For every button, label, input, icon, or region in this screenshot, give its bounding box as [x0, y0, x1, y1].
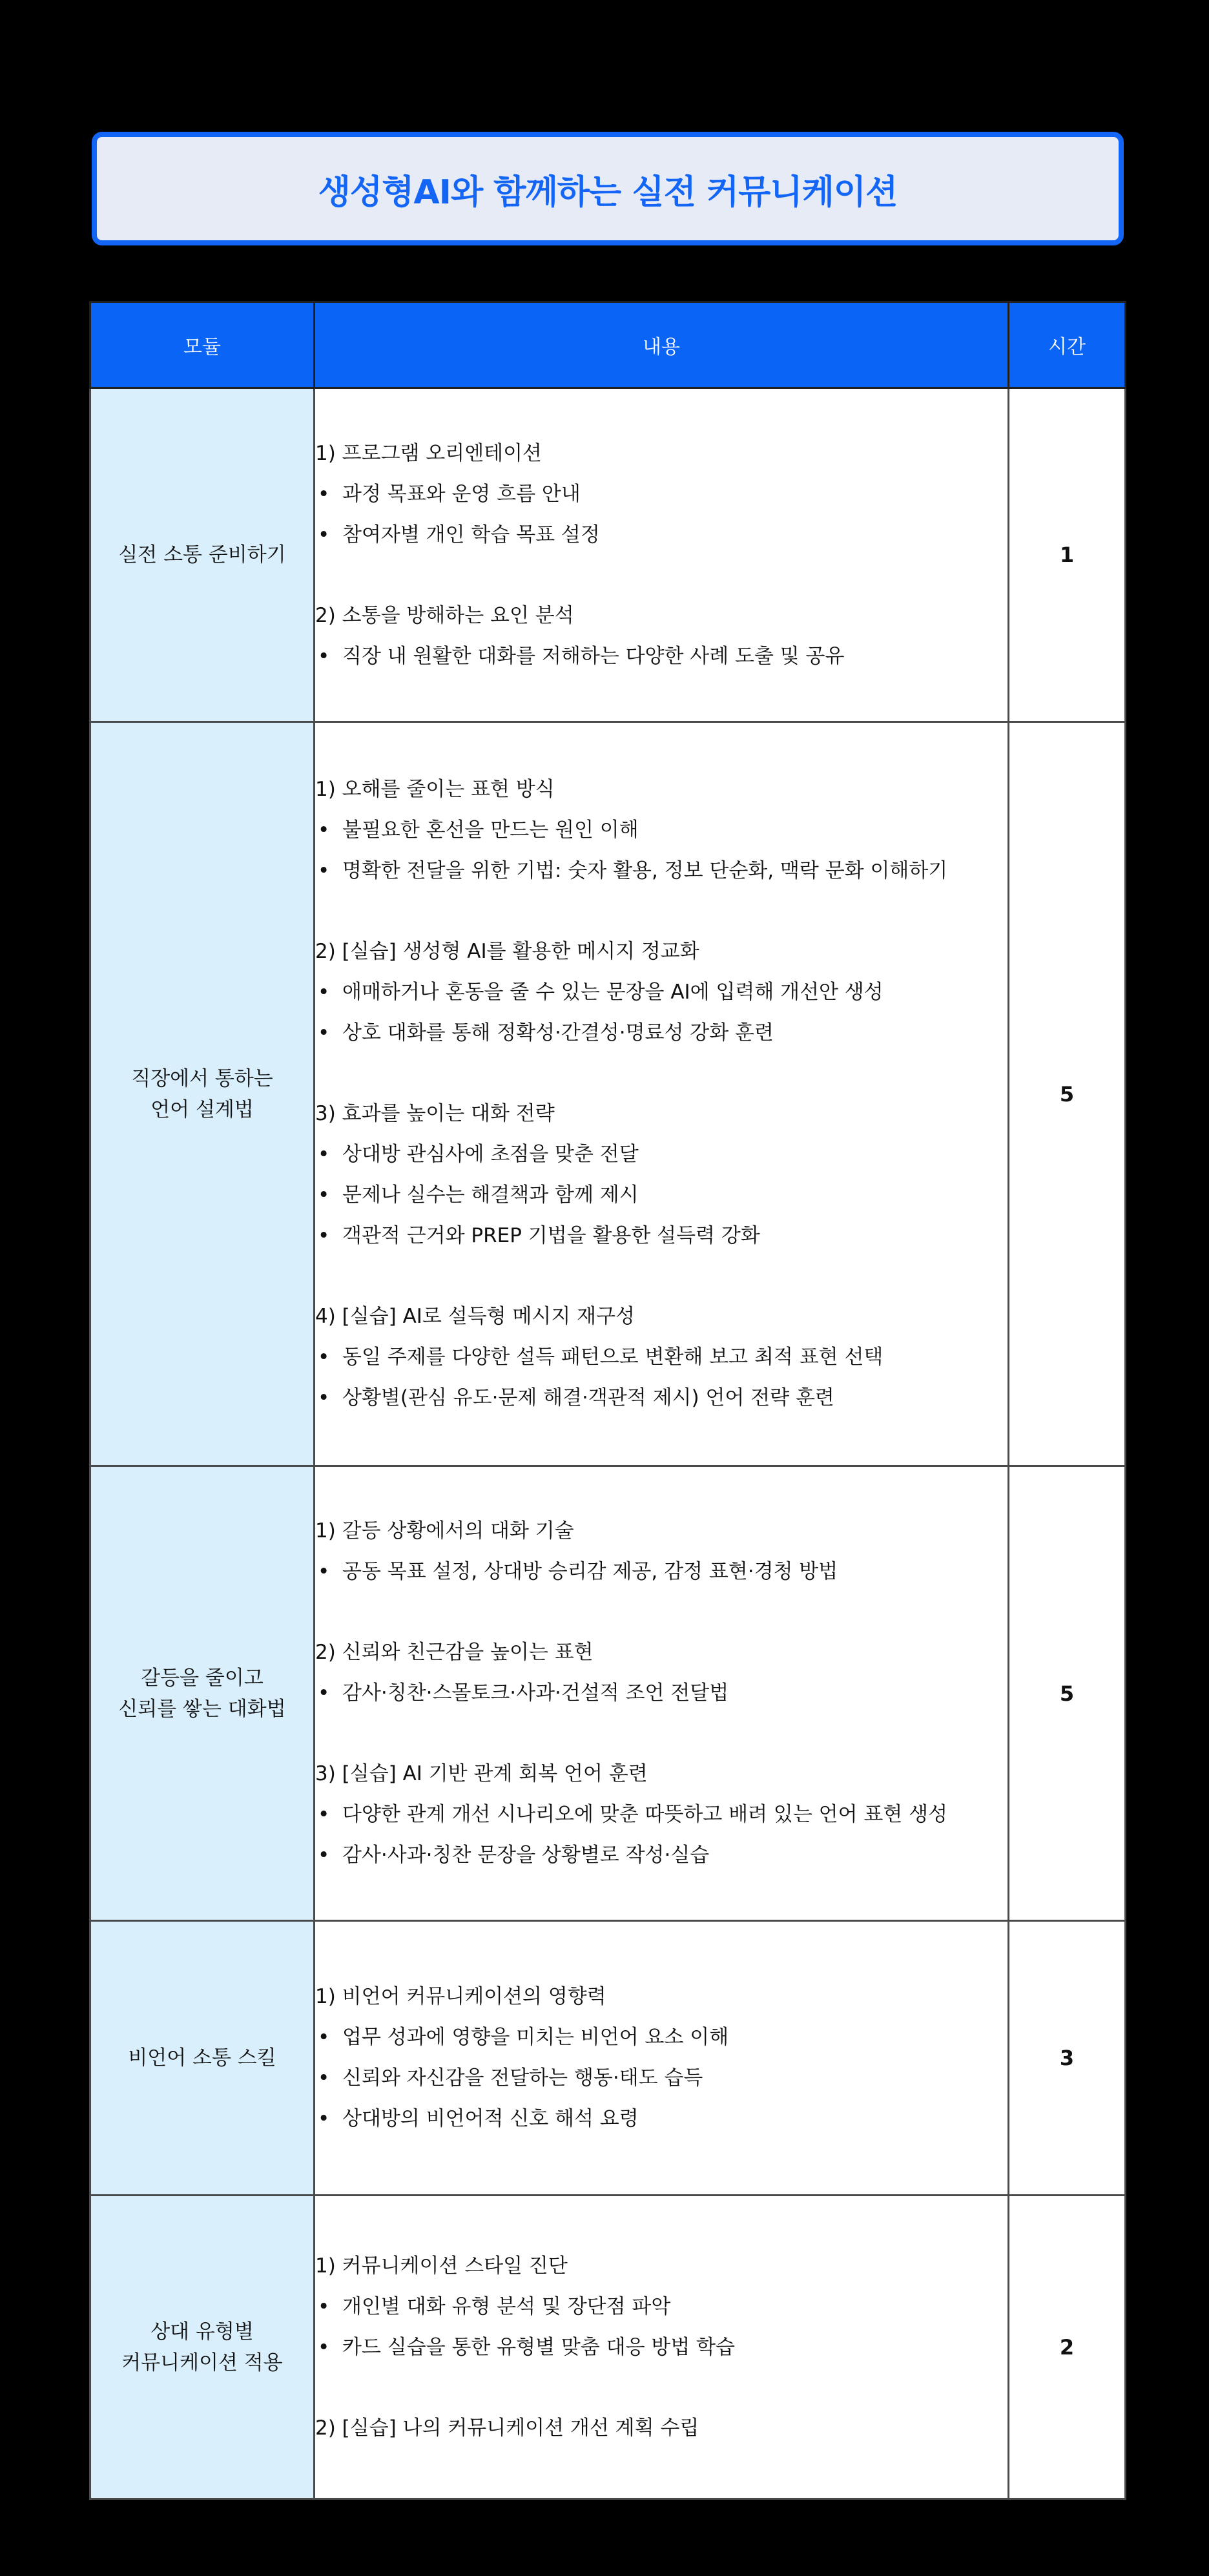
table-row — [90, 722, 1126, 1466]
bullet-item — [315, 1337, 1008, 1378]
bullet-icon: • — [318, 1345, 330, 1369]
module-content — [315, 388, 1009, 722]
bullet-icon: • — [318, 523, 330, 546]
bullet-icon: • — [318, 2335, 330, 2359]
bullet-text: 신뢰와 자신감을 전달하는 행동·태도 습득 — [342, 2066, 703, 2090]
module-content — [315, 1921, 1009, 2196]
bullet-icon: • — [318, 1021, 330, 1044]
content-section — [315, 1977, 1008, 2139]
content-section — [315, 596, 1008, 677]
bullet-icon: • — [318, 1560, 330, 1583]
bullet-icon: • — [318, 644, 330, 668]
bullet-item — [315, 1134, 1008, 1175]
section-title: 2) [실습] 생성형 AI를 활용한 메시지 정교화 — [315, 940, 699, 963]
bullet-item — [315, 851, 1008, 891]
bullet-item — [315, 1552, 1008, 1592]
module-hours: 5 — [1009, 1466, 1126, 1921]
bullet-item — [315, 1013, 1008, 1054]
curriculum-table — [89, 301, 1126, 2500]
bullet-text: 상대방 관심사에 초점을 맞춘 전달 — [342, 1143, 639, 1166]
module-hours: 2 — [1009, 2196, 1126, 2499]
bullet-icon: • — [318, 482, 330, 506]
bullet-item — [315, 2099, 1008, 2139]
module-hours: 3 — [1009, 1921, 1126, 2196]
bullet-item — [315, 1794, 1008, 1835]
bullet-icon: • — [318, 1803, 330, 1826]
section-title: 2) 소통을 방해하는 요인 분석 — [315, 603, 574, 627]
section-title: 3) [실습] AI 기반 관계 회복 언어 훈련 — [315, 1762, 648, 1785]
section-title: 1) 프로그램 오리엔테이션 — [315, 441, 542, 465]
section-title: 1) 오해를 줄이는 표현 방식 — [315, 778, 555, 801]
bullet-item — [315, 2287, 1008, 2327]
section-title: 2) [실습] 나의 커뮤니케이션 개선 계획 수립 — [315, 2416, 699, 2440]
header-hours: 시간 — [1009, 302, 1126, 388]
content-section — [315, 1296, 1008, 1418]
content-section — [315, 1754, 1008, 1876]
table-header-row — [90, 302, 1126, 388]
bullet-item — [315, 1835, 1008, 1876]
bullet-text: 객관적 근거와 PREP 기법을 활용한 설득력 강화 — [342, 1224, 760, 1247]
bullet-text: 직장 내 원활한 대화를 저해하는 다양한 사례 도출 및 공유 — [342, 644, 845, 668]
bullet-icon: • — [318, 1681, 330, 1705]
bullet-text: 상대방의 비언어적 신호 해석 요령 — [342, 2107, 639, 2130]
bullet-text: 상호 대화를 통해 정확성·간결성·명료성 강화 훈련 — [342, 1021, 774, 1044]
header-content: 내용 — [315, 302, 1009, 388]
bullet-item — [315, 1378, 1008, 1418]
bullet-item — [315, 1673, 1008, 1714]
bullet-text: 상황별(관심 유도·문제 해결·객관적 제시) 언어 전략 훈련 — [342, 1386, 834, 1409]
bullet-icon: • — [318, 1844, 330, 1867]
bullet-item — [315, 515, 1008, 556]
section-title: 4) [실습] AI로 설득형 메시지 재구성 — [315, 1305, 635, 1328]
bullet-icon: • — [318, 1224, 330, 1247]
bullet-text: 참여자별 개인 학습 목표 설정 — [342, 523, 600, 546]
bullet-icon: • — [318, 1143, 330, 1166]
bullet-icon: • — [318, 1183, 330, 1207]
header-module: 모듈 — [90, 302, 315, 388]
bullet-icon: • — [318, 2107, 330, 2130]
bullet-text: 개인별 대화 유형 분석 및 장단점 파악 — [342, 2294, 671, 2318]
bullet-icon: • — [318, 859, 330, 882]
module-hours: 1 — [1009, 388, 1126, 722]
bullet-item — [315, 972, 1008, 1013]
bullet-text: 업무 성과에 영향을 미치는 비언어 요소 이해 — [342, 2026, 729, 2049]
bullet-text: 문제나 실수는 해결책과 함께 제시 — [342, 1183, 639, 1207]
content-section — [315, 1511, 1008, 1592]
bullet-item — [315, 474, 1008, 515]
bullet-icon: • — [318, 981, 330, 1004]
table-row — [90, 2196, 1126, 2499]
bullet-text: 감사·사과·칭찬 문장을 상황별로 작성·실습 — [342, 1844, 710, 1867]
module-name: 실전 소통 준비하기 — [90, 388, 315, 722]
bullet-item — [315, 636, 1008, 677]
bullet-icon: • — [318, 2294, 330, 2318]
bullet-text: 애매하거나 혼동을 줄 수 있는 문장을 AI에 입력해 개선안 생성 — [342, 981, 884, 1004]
bullet-text: 공동 목표 설정, 상대방 승리감 제공, 감정 표현·경청 방법 — [342, 1560, 838, 1583]
bullet-item — [315, 2017, 1008, 2058]
table-row — [90, 1466, 1126, 1921]
table-body — [90, 388, 1126, 2499]
content-section — [315, 2408, 1008, 2449]
bullet-item — [315, 2058, 1008, 2099]
bullet-item — [315, 1175, 1008, 1216]
bullet-icon: • — [318, 2066, 330, 2090]
bullet-item — [315, 810, 1008, 851]
bullet-text: 불필요한 혼선을 만드는 원인 이해 — [342, 818, 639, 842]
content-section — [315, 1632, 1008, 1714]
table-row — [90, 1921, 1126, 2196]
content-section — [315, 931, 1008, 1054]
table-row — [90, 388, 1126, 722]
content-section — [315, 769, 1008, 891]
bullet-text: 다양한 관계 개선 시나리오에 맞춘 따뜻하고 배려 있는 언어 표현 생성 — [342, 1803, 948, 1826]
content-section — [315, 433, 1008, 556]
section-title: 1) 커뮤니케이션 스타일 진단 — [315, 2254, 568, 2278]
bullet-icon: • — [318, 2026, 330, 2049]
section-title: 2) 신뢰와 친근감을 높이는 표현 — [315, 1641, 594, 1664]
bullet-text: 과정 목표와 운영 흐름 안내 — [342, 482, 581, 506]
content-section — [315, 2246, 1008, 2368]
bullet-item — [315, 2327, 1008, 2368]
bullet-text: 감사·칭찬·스몰토크·사과·건설적 조언 전달법 — [342, 1681, 729, 1705]
bullet-icon: • — [318, 818, 330, 842]
module-hours: 5 — [1009, 722, 1126, 1466]
module-name: 갈등을 줄이고 신뢰를 쌓는 대화법 — [90, 1466, 315, 1921]
module-name: 상대 유형별 커뮤니케이션 적용 — [90, 2196, 315, 2499]
title-banner — [92, 132, 1124, 245]
bullet-text: 동일 주제를 다양한 설득 패턴으로 변환해 보고 최적 표현 선택 — [342, 1345, 884, 1369]
page-title: 생성형AI와 함께하는 실전 커뮤니케이션 — [318, 172, 898, 212]
bullet-text: 카드 실습을 통한 유형별 맞춤 대응 방법 학습 — [342, 2335, 736, 2359]
module-content — [315, 2196, 1009, 2499]
section-title: 1) 갈등 상황에서의 대화 기술 — [315, 1519, 574, 1542]
section-title: 3) 효과를 높이는 대화 전략 — [315, 1102, 555, 1125]
bullet-icon: • — [318, 1386, 330, 1409]
section-title: 1) 비언어 커뮤니케이션의 영향력 — [315, 1985, 606, 2008]
content-section — [315, 1094, 1008, 1256]
module-content — [315, 722, 1009, 1466]
bullet-item — [315, 1216, 1008, 1256]
module-name: 직장에서 통하는 언어 설계법 — [90, 722, 315, 1466]
module-name: 비언어 소통 스킬 — [90, 1921, 315, 2196]
bullet-text: 명확한 전달을 위한 기법: 숫자 활용, 정보 단순화, 맥락 문화 이해하기 — [342, 859, 948, 882]
module-content — [315, 1466, 1009, 1921]
